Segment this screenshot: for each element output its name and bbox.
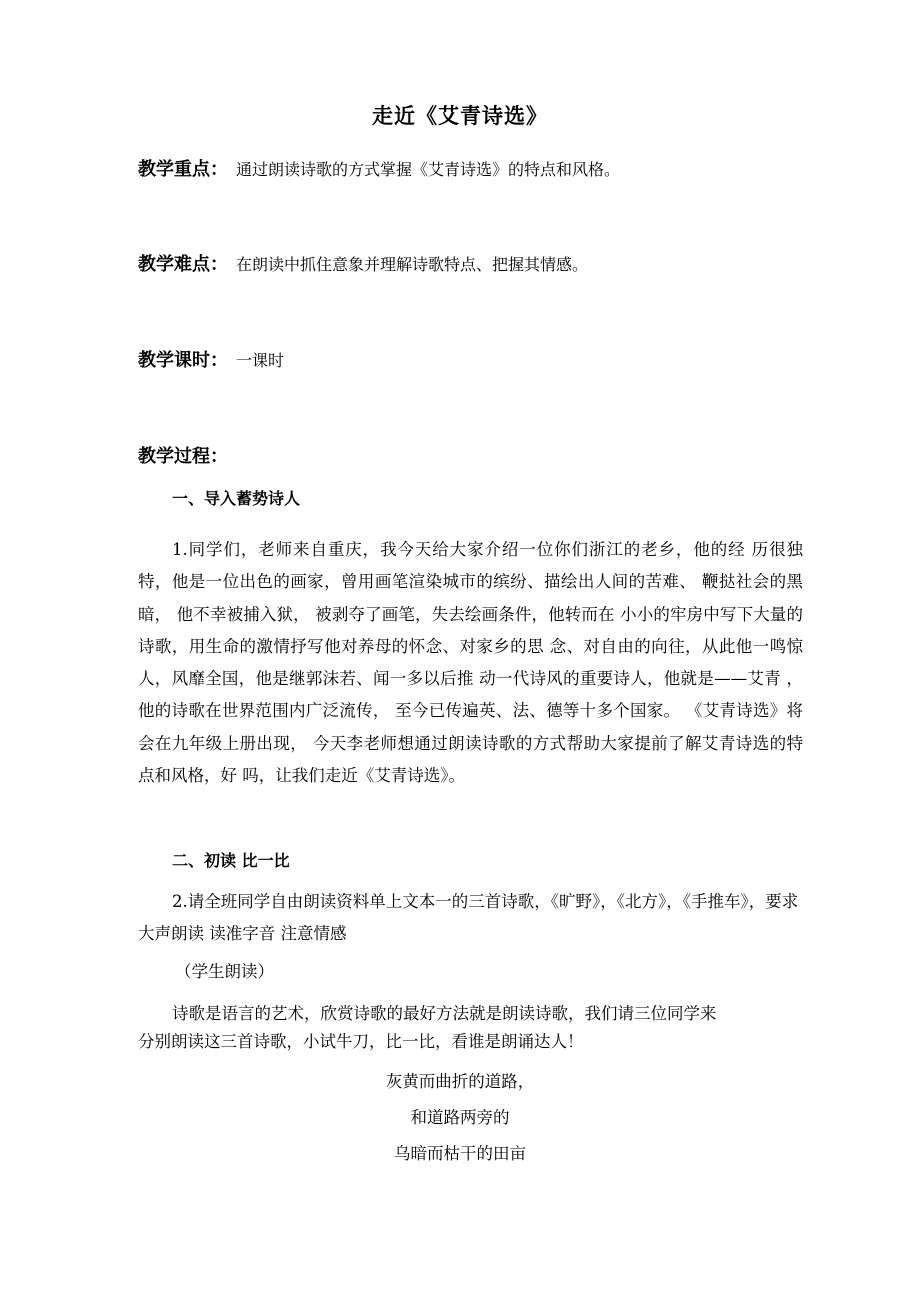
section-2-note: （学生朗读） — [175, 962, 274, 981]
teaching-process-label: 教学过程： — [138, 446, 228, 467]
section-1-heading: 一、导入蓄势诗人 — [172, 489, 301, 508]
poem-line-3: 乌暗而枯干的田亩 — [394, 1144, 526, 1163]
teaching-hours-label: 教学课时： — [138, 350, 228, 371]
teaching-focus — [138, 155, 620, 181]
teaching-focus-value: 通过朗读诗歌的方式掌握《艾青诗选》的特点和风格。 — [236, 160, 621, 179]
poem-line-1: 灰黄而曲折的道路， — [385, 1072, 535, 1091]
section-1-paragraph: 1.同学们，老师来自重庆，我今天给大家介绍一位你们浙江的老乡，他的经 历很独特，他是一位出色的画家，曾用画笔渲染城市的缤纷、描绘出人间的苦难、 鞭挞社会的黑暗， 他不幸被捕入狱， 被剥夺了画笔，失去绘画条件，他转而在 小小的牢房中写下大量的诗歌，用生命的激情抒写他对养母的怀念、对家乡的思 念、对自由的向往，从此他一鸣惊人，风靡全国，他是继郭沫若、闻一多以后推 动一代诗风的重要诗人，他就是——艾青 ，他的诗歌在世界范围内广泛流传， 至今已传遍英、法、德等十多个国家。 《艾青诗选》将会在九年级上册出现， 今天李老师想通过朗读诗歌的方式帮助大家提前了解艾青诗选的特点和风格，好 吗，让我们走近《艾青诗选》。 — [138, 540, 803, 786]
section-2-paragraph-2-line-1: 诗歌是语言的艺术，欣赏诗歌的最好方法就是朗读诗歌，我们请三位同学来 — [172, 1004, 717, 1023]
section-2-heading: 二、初读 比一比 — [172, 851, 290, 870]
teaching-focus-label: 教学重点： — [138, 159, 228, 180]
teaching-difficulty — [138, 250, 588, 276]
page-title: 走近《艾青诗选》 — [372, 104, 548, 128]
section-2-paragraph-2-line-2: 分别朗读这三首诗歌，小试牛刀，比一比，看谁是朗诵达人！ — [138, 1032, 584, 1051]
teaching-hours — [138, 346, 284, 372]
section-2-paragraph: 2.请全班同学自由朗读资料单上文本一的三首诗歌，《旷野》，《北方》，《手推车》，要求 大声朗读 读准字音 注意情感 — [138, 892, 799, 943]
poem-line-2: 和道路两旁的 — [410, 1108, 510, 1127]
teaching-difficulty-label: 教学难点： — [138, 254, 228, 275]
teaching-hours-value: 一课时 — [236, 351, 285, 370]
teaching-difficulty-value: 在朗读中抓住意象并理解诗歌特点、把握其情感。 — [236, 255, 589, 274]
